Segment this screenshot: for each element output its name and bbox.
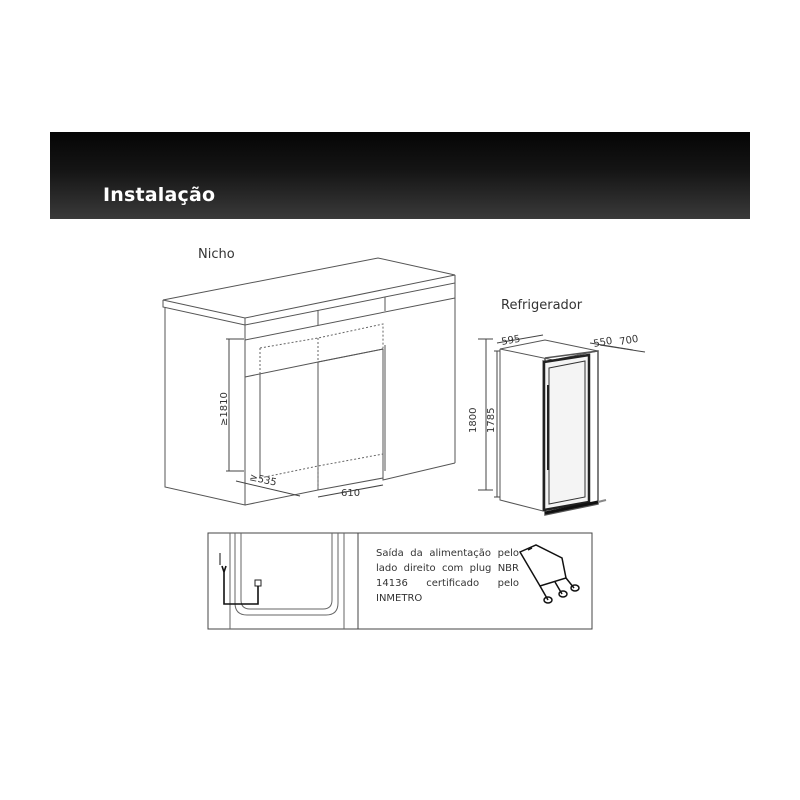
fridge-width-dim: 595 bbox=[500, 333, 522, 348]
section-title: Instalação bbox=[103, 184, 216, 206]
fridge-depth-open-dim: 700 bbox=[618, 333, 640, 348]
fridge-height-body-dim: 1785 bbox=[486, 407, 497, 433]
fridge-depth-dim: 550 bbox=[592, 335, 614, 350]
plug-icon bbox=[520, 545, 579, 603]
power-note: Saída da alimentação pelo lado direito com plug NBR 14136 certificado pelo INMETRO bbox=[376, 548, 519, 604]
niche-height-dim: ≥1810 bbox=[219, 392, 230, 426]
niche-cabinet-drawing bbox=[163, 258, 455, 505]
fridge-label: Refrigerador bbox=[501, 298, 583, 313]
niche-label: Nicho bbox=[198, 247, 235, 262]
fridge-drawing bbox=[500, 340, 606, 515]
fridge-back-detail bbox=[230, 533, 344, 629]
fridge-height-total-dim: 1800 bbox=[468, 407, 479, 433]
power-cord bbox=[220, 553, 258, 604]
niche-hidden-lines bbox=[260, 324, 383, 490]
niche-width-dim: 610 bbox=[341, 488, 361, 499]
niche-depth-dim: ≥535 bbox=[248, 472, 278, 489]
